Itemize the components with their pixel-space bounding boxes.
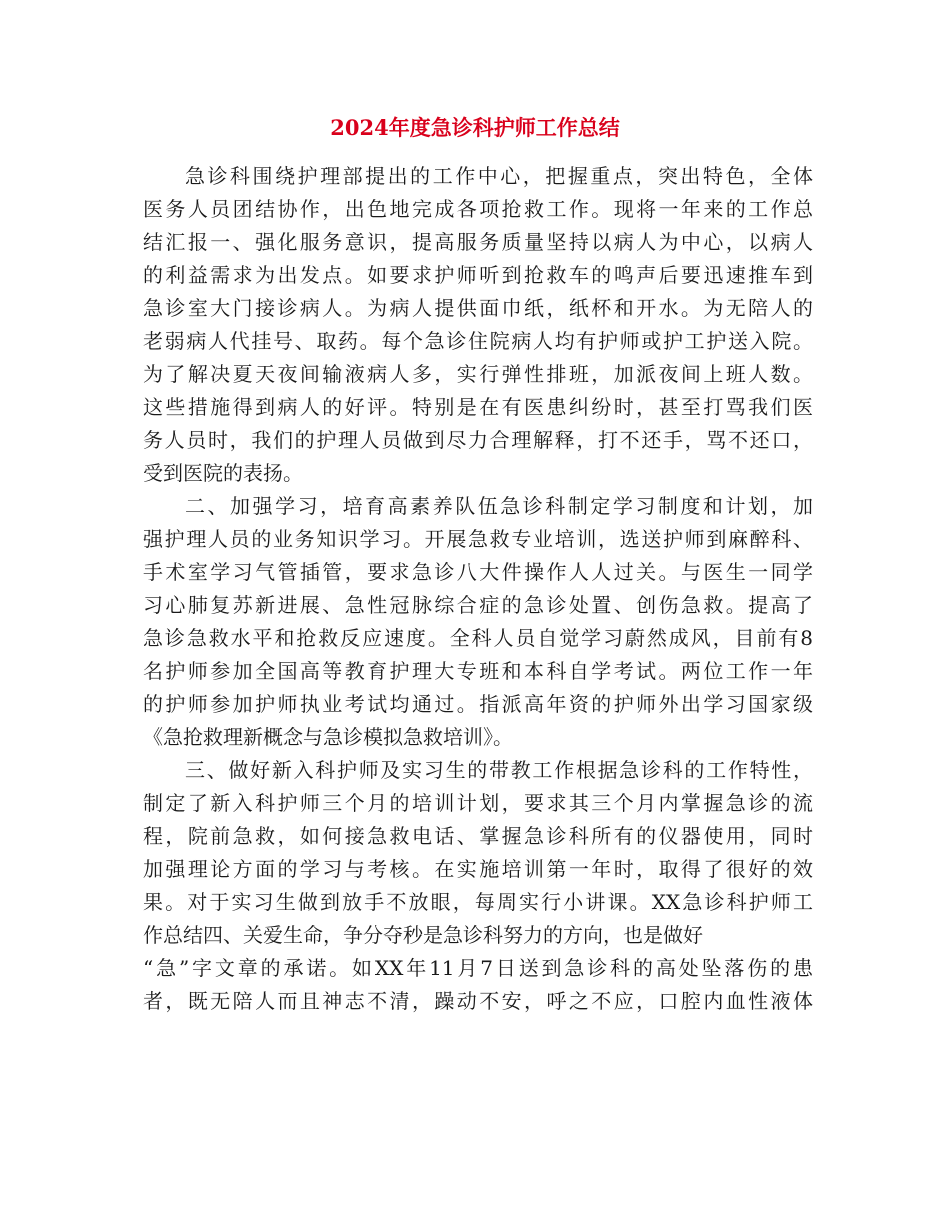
text-line: 老弱病人代挂号、取药。每个急诊住院病人均有护师或护工护送入院。 (143, 329, 813, 353)
text-line: 者，既无陪人而且神志不清，躁动不安，呼之不应，口腔内血性液体 (143, 989, 813, 1013)
text-line: 手术室学习气管插管，要求急诊八大件操作人人过关。与医生一同学 (143, 560, 813, 584)
text-line: 加强理论方面的学习与考核。在实施培训第一年时，取得了很好的效 (143, 857, 813, 881)
document-body (143, 160, 813, 1018)
text-line: 程，院前急救，如何接急救电话、掌握急诊科所有的仪器使用，同时 (143, 824, 813, 848)
text-line: 医务人员团结协作，出色地完成各项抢救工作。现将一年来的工作总 (143, 197, 813, 221)
text-line: 制定了新入科护师三个月的培训计划，要求其三个月内掌握急诊的流 (143, 791, 813, 815)
text-line: 务人员时，我们的护理人员做到尽力合理解释，打不还手，骂不还口， (143, 428, 813, 452)
text-line: 强护理人员的业务知识学习。开展急救专业培训，选送护师到麻醉科、 (143, 527, 813, 551)
text-line: 的护师参加护师执业考试均通过。指派高年资的护师外出学习国家级 (143, 692, 813, 716)
text-line: 急诊急救水平和抢救反应速度。全科人员自觉学习蔚然成风，目前有8 (143, 626, 813, 650)
text-line: 受到医院的表扬。 (143, 461, 303, 485)
text-line: 的利益需求为出发点。如要求护师听到抢救车的鸣声后要迅速推车到 (143, 263, 813, 287)
text-line: 三、做好新入科护师及实习生的带教工作根据急诊科的工作特性， (185, 758, 813, 782)
document-title: 2024年度急诊科护师工作总结 (330, 115, 620, 140)
text-line: 急诊室大门接诊病人。为病人提供面巾纸，纸杯和开水。为无陪人的 (143, 296, 813, 320)
text-line: 二、加强学习，培育高素养队伍急诊科制定学习制度和计划，加 (185, 494, 813, 518)
text-line: 急诊科围绕护理部提出的工作中心，把握重点，突出特色，全体 (185, 164, 813, 188)
text-line: 这些措施得到病人的好评。特别是在有医患纠纷时，甚至打骂我们医 (143, 395, 813, 419)
text-line: 为了解决夏天夜间输液病人多，实行弹性排班，加派夜间上班人数。 (143, 362, 813, 386)
text-line: “急”字文章的承诺。如XX年11月7日送到急诊科的高处坠落伤的患 (143, 956, 813, 980)
text-line: 作总结四、关爱生命，争分夺秒是急诊科努力的方向，也是做好 (143, 923, 703, 947)
text-line: 名护师参加全国高等教育护理大专班和本科自学考试。两位工作一年 (143, 659, 813, 683)
text-line: 习心肺复苏新进展、急性冠脉综合症的急诊处置、创伤急救。提高了 (143, 593, 813, 617)
text-line: 果。对于实习生做到放手不放眼，每周实行小讲课。XX急诊科护师工 (143, 890, 813, 914)
text-line: 结汇报一、强化服务意识，提高服务质量坚持以病人为中心，以病人 (143, 230, 813, 254)
text-line: 《急抢救理新概念与急诊模拟急救培训》。 (143, 725, 513, 749)
